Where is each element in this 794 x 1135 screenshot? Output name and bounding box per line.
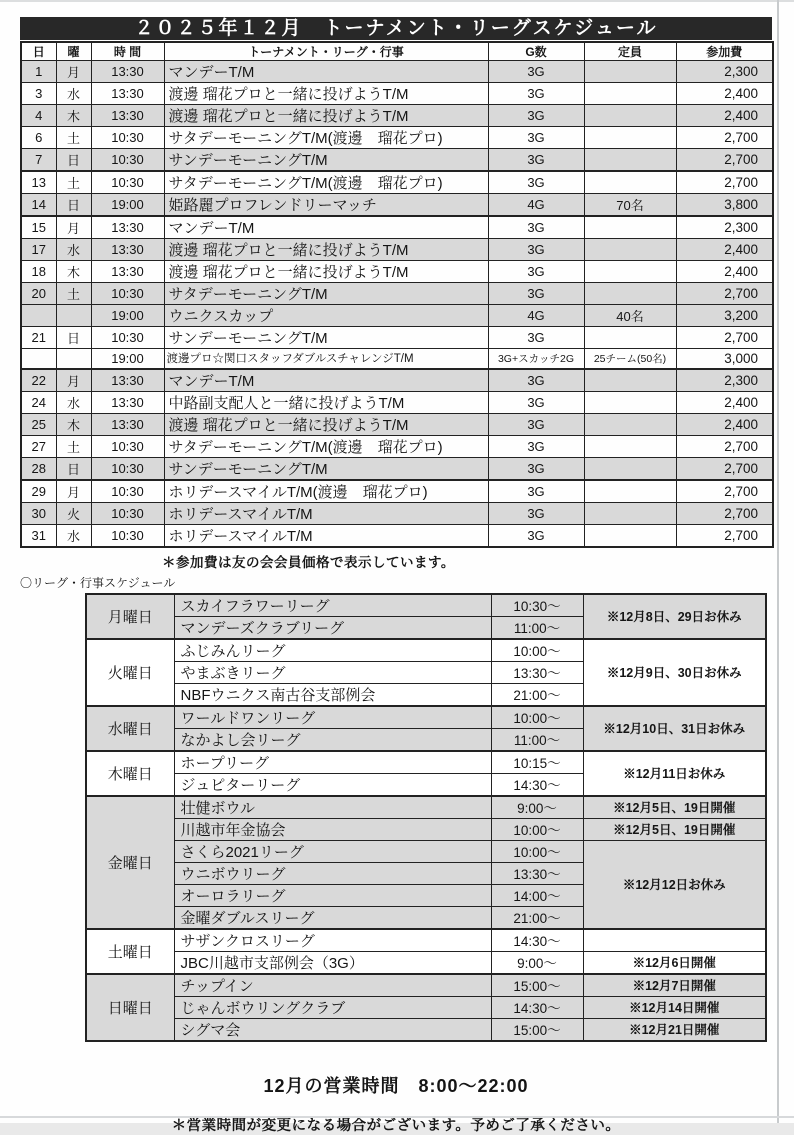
event-cell: マンデーT/M: [164, 216, 488, 239]
event-cell: サタデーモーニングT/M(渡邊 瑠花プロ): [164, 127, 488, 149]
capacity-cell: [584, 61, 676, 83]
day-cell: 28: [21, 457, 56, 480]
league-row: [86, 840, 766, 862]
event-cell: サンデーモーニングT/M: [164, 149, 488, 172]
schedule-row: [21, 391, 773, 413]
league-row: [86, 796, 766, 819]
day-cell: 18: [21, 261, 56, 283]
league-note-cell: ※12月8日、29日お休み: [583, 594, 766, 639]
league-note-cell: ※12月7日開催: [583, 974, 766, 997]
schedule-table-header: [21, 42, 773, 61]
weekday-cell: 月: [56, 480, 91, 503]
games-cell: 3G: [488, 239, 584, 261]
day-cell: 7: [21, 149, 56, 172]
event-cell: サタデーモーニングT/M(渡邊 瑠花プロ): [164, 435, 488, 457]
league-name-cell: スカイフラワーリーグ: [174, 594, 491, 617]
fee-cell: 2,400: [676, 391, 773, 413]
fee-cell: 2,700: [676, 327, 773, 349]
event-cell: 姫路麗プロフレンドリーマッチ: [164, 194, 488, 217]
league-row: [86, 751, 766, 774]
weekday-cell: 木: [56, 105, 91, 127]
fee-cell: 3,200: [676, 305, 773, 327]
league-time-cell: 14:30～: [491, 996, 583, 1018]
fee-cell: 2,700: [676, 435, 773, 457]
capacity-cell: [584, 502, 676, 524]
schedule-row: [21, 83, 773, 105]
league-note-cell: ※12月14日開催: [583, 996, 766, 1018]
games-cell: 3G: [488, 391, 584, 413]
games-cell: 3G: [488, 149, 584, 172]
time-cell: 13:30: [91, 239, 164, 261]
league-name-cell: ジュピターリーグ: [174, 773, 491, 796]
day-cell: 13: [21, 171, 56, 194]
capacity-cell: 70名: [584, 194, 676, 217]
league-name-cell: サザンクロスリーグ: [174, 929, 491, 952]
league-note-cell: ※12月5日、19日開催: [583, 796, 766, 819]
scan-edge-bottom: [0, 1116, 794, 1118]
schedule-row: [21, 457, 773, 480]
fee-note: ＊参加費は友の会会員価格で表示しています。: [162, 554, 455, 570]
weekday-label: 火曜日: [86, 639, 174, 706]
fee-cell: 2,700: [676, 524, 773, 547]
league-note-cell: [583, 929, 766, 952]
weekday-cell: 火: [56, 502, 91, 524]
games-cell: 3G: [488, 524, 584, 547]
time-cell: 10:30: [91, 524, 164, 547]
league-name-cell: シグマ会: [174, 1018, 491, 1041]
time-cell: 19:00: [91, 349, 164, 369]
weekday-cell: 日: [56, 327, 91, 349]
games-cell: 3G: [488, 369, 584, 392]
capacity-cell: [584, 239, 676, 261]
header-time: 時 間: [91, 42, 164, 61]
time-cell: 10:30: [91, 457, 164, 480]
league-row: [86, 996, 766, 1018]
schedule-row: [21, 239, 773, 261]
weekday-label: 金曜日: [86, 796, 174, 929]
time-cell: 10:30: [91, 435, 164, 457]
tournament-schedule-table: [20, 41, 774, 548]
league-time-cell: 9:00～: [491, 796, 583, 819]
league-row: [86, 818, 766, 840]
page-content: [20, 17, 772, 1135]
schedule-row: [21, 435, 773, 457]
weekday-cell: [56, 349, 91, 369]
league-note-cell: ※12月6日開催: [583, 951, 766, 974]
league-name-cell: じゃんボウリングクラブ: [174, 996, 491, 1018]
games-cell: 3G: [488, 83, 584, 105]
time-cell: 13:30: [91, 413, 164, 435]
time-cell: 13:30: [91, 391, 164, 413]
games-cell: 3G: [488, 61, 584, 83]
league-time-cell: 10:00～: [491, 818, 583, 840]
capacity-cell: [584, 435, 676, 457]
schedule-row: [21, 194, 773, 217]
capacity-cell: [584, 261, 676, 283]
fee-cell: 2,700: [676, 502, 773, 524]
weekday-cell: 水: [56, 391, 91, 413]
event-cell: ホリデースマイルT/M(渡邊 瑠花プロ): [164, 480, 488, 503]
capacity-cell: [584, 369, 676, 392]
league-time-cell: 10:00～: [491, 840, 583, 862]
league-note-cell: ※12月9日、30日お休み: [583, 639, 766, 706]
league-name-cell: なかよし会リーグ: [174, 728, 491, 751]
time-cell: 13:30: [91, 61, 164, 83]
capacity-cell: [584, 127, 676, 149]
schedule-row: [21, 524, 773, 547]
time-cell: 13:30: [91, 83, 164, 105]
day-cell: 21: [21, 327, 56, 349]
day-cell: 14: [21, 194, 56, 217]
event-cell: ホリデースマイルT/M: [164, 524, 488, 547]
weekday-cell: 木: [56, 413, 91, 435]
time-cell: 10:30: [91, 171, 164, 194]
games-cell: 3G+スカッチ2G: [488, 349, 584, 369]
league-name-cell: さくら2021リーグ: [174, 840, 491, 862]
event-cell: 渡邊 瑠花プロと一緒に投げようT/M: [164, 105, 488, 127]
league-schedule-table: [85, 593, 767, 1042]
league-time-cell: 13:30～: [491, 661, 583, 683]
schedule-row: [21, 149, 773, 172]
weekday-cell: 水: [56, 83, 91, 105]
league-time-cell: 11:00～: [491, 728, 583, 751]
fee-cell: 2,700: [676, 457, 773, 480]
event-cell: 渡邊 瑠花プロと一緒に投げようT/M: [164, 413, 488, 435]
capacity-cell: [584, 105, 676, 127]
league-row: [86, 929, 766, 952]
games-cell: 3G: [488, 216, 584, 239]
schedule-row: [21, 283, 773, 305]
capacity-cell: [584, 283, 676, 305]
event-cell: サンデーモーニングT/M: [164, 457, 488, 480]
games-cell: 4G: [488, 305, 584, 327]
schedule-row: [21, 171, 773, 194]
league-name-cell: 金曜ダブルスリーグ: [174, 906, 491, 929]
games-cell: 3G: [488, 413, 584, 435]
time-cell: 10:30: [91, 502, 164, 524]
fee-cell: 2,400: [676, 413, 773, 435]
business-hours-note: ＊営業時間が変更になる場合がございます。予めご了承ください。: [171, 1117, 621, 1134]
weekday-label: 土曜日: [86, 929, 174, 974]
schedule-row: [21, 502, 773, 524]
fee-cell: 2,700: [676, 127, 773, 149]
capacity-cell: [584, 524, 676, 547]
business-hours-title: 12月の営業時間 8:00～22:00: [263, 1075, 529, 1096]
schedule-row: [21, 305, 773, 327]
fee-cell: 2,700: [676, 283, 773, 305]
weekday-cell: 日: [56, 457, 91, 480]
league-note-cell: ※12月10日、31日お休み: [583, 706, 766, 751]
weekday-cell: 木: [56, 261, 91, 283]
weekday-cell: 日: [56, 149, 91, 172]
day-cell: 20: [21, 283, 56, 305]
capacity-cell: [584, 391, 676, 413]
league-time-cell: 11:00～: [491, 616, 583, 639]
fee-cell: 3,000: [676, 349, 773, 369]
games-cell: 4G: [488, 194, 584, 217]
weekday-cell: 土: [56, 283, 91, 305]
weekday-cell: 日: [56, 194, 91, 217]
league-note-cell: ※12月12日お休み: [583, 840, 766, 929]
capacity-cell: [584, 457, 676, 480]
time-cell: 10:30: [91, 149, 164, 172]
league-time-cell: 10:30～: [491, 594, 583, 617]
league-name-cell: やまぶきリーグ: [174, 661, 491, 683]
league-name-cell: マンデーズクラブリーグ: [174, 616, 491, 639]
league-row: [86, 594, 766, 617]
day-cell: 17: [21, 239, 56, 261]
day-cell: [21, 349, 56, 369]
league-name-cell: NBFウニクス南古谷支部例会: [174, 683, 491, 706]
fee-cell: 3,800: [676, 194, 773, 217]
weekday-cell: 月: [56, 61, 91, 83]
header-games: G数: [488, 42, 584, 61]
league-time-cell: 10:15～: [491, 751, 583, 774]
header-event: トーナメント・リーグ・行事: [164, 42, 488, 61]
fee-cell: 2,400: [676, 83, 773, 105]
capacity-cell: 40名: [584, 305, 676, 327]
fee-cell: 2,300: [676, 216, 773, 239]
league-row: [86, 951, 766, 974]
day-cell: 24: [21, 391, 56, 413]
games-cell: 3G: [488, 327, 584, 349]
league-row: [86, 639, 766, 662]
weekday-cell: 水: [56, 524, 91, 547]
time-cell: 13:30: [91, 261, 164, 283]
weekday-cell: [56, 305, 91, 327]
fee-cell: 2,400: [676, 239, 773, 261]
fee-cell: 2,300: [676, 369, 773, 392]
day-cell: 1: [21, 61, 56, 83]
event-cell: マンデーT/M: [164, 61, 488, 83]
league-time-cell: 14:30～: [491, 773, 583, 796]
event-cell: サタデーモーニングT/M(渡邊 瑠花プロ): [164, 171, 488, 194]
day-cell: 29: [21, 480, 56, 503]
capacity-cell: 25チーム(50名): [584, 349, 676, 369]
schedule-row: [21, 327, 773, 349]
league-name-cell: JBC川越市支部例会（3G）: [174, 951, 491, 974]
header-day: 日: [21, 42, 56, 61]
time-cell: 13:30: [91, 105, 164, 127]
weekday-label: 木曜日: [86, 751, 174, 796]
league-note-cell: ※12月5日、19日開催: [583, 818, 766, 840]
league-row: [86, 974, 766, 997]
scan-edge-top: [0, 0, 794, 2]
time-cell: 10:30: [91, 127, 164, 149]
league-name-cell: ワールドワンリーグ: [174, 706, 491, 729]
league-time-cell: 21:00～: [491, 906, 583, 929]
weekday-label: 日曜日: [86, 974, 174, 1041]
time-cell: 19:00: [91, 194, 164, 217]
event-cell: 中路副支配人と一緒に投げようT/M: [164, 391, 488, 413]
header-fee: 参加費: [676, 42, 773, 61]
league-row: [86, 1018, 766, 1041]
schedule-row: [21, 349, 773, 369]
weekday-cell: 土: [56, 171, 91, 194]
schedule-row: [21, 480, 773, 503]
day-cell: 22: [21, 369, 56, 392]
capacity-cell: [584, 83, 676, 105]
league-table-body: [86, 594, 766, 1041]
games-cell: 3G: [488, 480, 584, 503]
league-time-cell: 15:00～: [491, 974, 583, 997]
capacity-cell: [584, 327, 676, 349]
day-cell: 4: [21, 105, 56, 127]
weekday-label: 水曜日: [86, 706, 174, 751]
fee-cell: 2,300: [676, 61, 773, 83]
weekday-cell: 土: [56, 435, 91, 457]
weekday-label: 月曜日: [86, 594, 174, 639]
time-cell: 10:30: [91, 480, 164, 503]
time-cell: 19:00: [91, 305, 164, 327]
event-cell: 渡邊 瑠花プロと一緒に投げようT/M: [164, 83, 488, 105]
league-name-cell: 川越市年金協会: [174, 818, 491, 840]
league-name-cell: オーロラリーグ: [174, 884, 491, 906]
capacity-cell: [584, 480, 676, 503]
games-cell: 3G: [488, 171, 584, 194]
games-cell: 3G: [488, 435, 584, 457]
schedule-row: [21, 127, 773, 149]
day-cell: 3: [21, 83, 56, 105]
league-note-cell: ※12月21日開催: [583, 1018, 766, 1041]
day-cell: 15: [21, 216, 56, 239]
day-cell: 31: [21, 524, 56, 547]
league-time-cell: 15:00～: [491, 1018, 583, 1041]
games-cell: 3G: [488, 127, 584, 149]
day-cell: 30: [21, 502, 56, 524]
day-cell: 25: [21, 413, 56, 435]
schedule-row: [21, 261, 773, 283]
fee-cell: 2,400: [676, 261, 773, 283]
games-cell: 3G: [488, 502, 584, 524]
event-cell: マンデーT/M: [164, 369, 488, 392]
time-cell: 10:30: [91, 283, 164, 305]
league-name-cell: 壮健ボウル: [174, 796, 491, 819]
league-time-cell: 10:00～: [491, 639, 583, 662]
event-cell: ウニクスカップ: [164, 305, 488, 327]
league-time-cell: 14:30～: [491, 929, 583, 952]
league-time-cell: 10:00～: [491, 706, 583, 729]
games-cell: 3G: [488, 261, 584, 283]
page-title: ２０２５年１２月 トーナメント・リーグスケジュール: [20, 17, 772, 40]
day-cell: [21, 305, 56, 327]
weekday-cell: 月: [56, 216, 91, 239]
fee-cell: 2,400: [676, 105, 773, 127]
capacity-cell: [584, 216, 676, 239]
weekday-cell: 月: [56, 369, 91, 392]
day-cell: 6: [21, 127, 56, 149]
capacity-cell: [584, 413, 676, 435]
league-time-cell: 13:30～: [491, 862, 583, 884]
capacity-cell: [584, 171, 676, 194]
time-cell: 10:30: [91, 327, 164, 349]
schedule-row: [21, 369, 773, 392]
league-name-cell: ホープリーグ: [174, 751, 491, 774]
weekday-cell: 土: [56, 127, 91, 149]
league-time-cell: 21:00～: [491, 683, 583, 706]
time-cell: 13:30: [91, 369, 164, 392]
scan-edge-right: [777, 0, 779, 1123]
fee-cell: 2,700: [676, 149, 773, 172]
schedule-row: [21, 216, 773, 239]
games-cell: 3G: [488, 105, 584, 127]
event-cell: 渡邊 瑠花プロと一緒に投げようT/M: [164, 261, 488, 283]
schedule-row: [21, 413, 773, 435]
event-cell: サンデーモーニングT/M: [164, 327, 488, 349]
day-cell: 27: [21, 435, 56, 457]
league-note-cell: ※12月11日お休み: [583, 751, 766, 796]
league-section-label: 〇リーグ・行事スケジュール: [20, 575, 176, 590]
schedule-table-body: [21, 61, 773, 547]
weekday-cell: 水: [56, 239, 91, 261]
header-weekday: 曜: [56, 42, 91, 61]
schedule-row: [21, 105, 773, 127]
event-cell: 渡邊 瑠花プロと一緒に投げようT/M: [164, 239, 488, 261]
event-cell: サタデーモーニングT/M: [164, 283, 488, 305]
header-capacity: 定員: [584, 42, 676, 61]
time-cell: 13:30: [91, 216, 164, 239]
games-cell: 3G: [488, 283, 584, 305]
league-time-cell: 9:00～: [491, 951, 583, 974]
league-name-cell: ウニボウリーグ: [174, 862, 491, 884]
league-name-cell: チップイン: [174, 974, 491, 997]
event-cell: ホリデースマイルT/M: [164, 502, 488, 524]
league-time-cell: 14:00～: [491, 884, 583, 906]
schedule-row: [21, 61, 773, 83]
league-name-cell: ふじみんリーグ: [174, 639, 491, 662]
fee-cell: 2,700: [676, 171, 773, 194]
league-row: [86, 706, 766, 729]
games-cell: 3G: [488, 457, 584, 480]
fee-cell: 2,700: [676, 480, 773, 503]
event-cell: 渡邊プロ☆関口スタッフダブルスチャレンジT/M: [164, 349, 488, 369]
capacity-cell: [584, 149, 676, 172]
